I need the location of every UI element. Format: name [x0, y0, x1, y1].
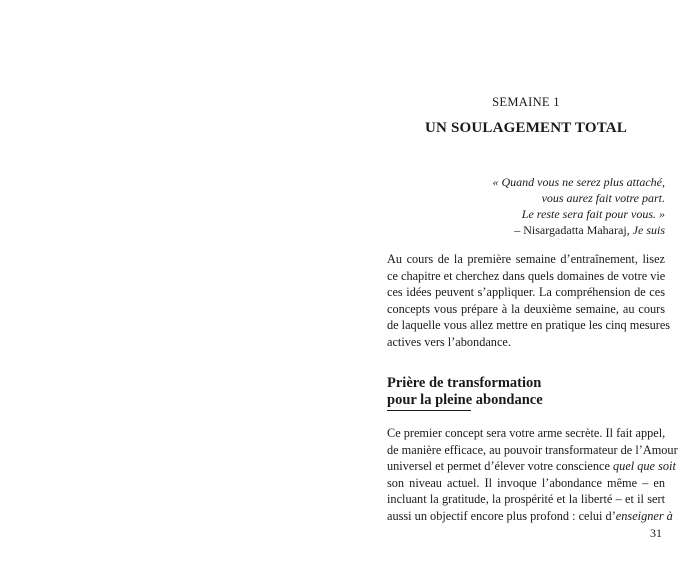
epigraph: [365, 174, 665, 238]
attribution-author: – Nisargadatta Maharaj,: [514, 223, 633, 237]
text-line: [387, 508, 673, 525]
section-heading-line: Prière de transformation: [387, 375, 542, 391]
chapter-title: UN SOULAGEMENT TOTAL: [424, 120, 628, 136]
body-paragraph: [387, 425, 678, 525]
epigraph-line: Le reste sera fait pour vous. »: [521, 207, 665, 221]
text-run: aussi un objectif encore plus profond : celui d’: [387, 508, 616, 523]
text-line: incluant la gratitude, la prospérité et la liberté – et il sert: [387, 492, 665, 507]
text-line: son niveau actuel. Il invoque l’abondance même – en: [387, 475, 665, 490]
emphasis: enseigner à: [615, 508, 673, 523]
text-line: Au cours de la première semaine d’entraînement, lisez: [387, 252, 665, 266]
page-number: 31: [650, 526, 662, 540]
text-line: de laquelle vous allez mettre en pratique les cinq mesures: [387, 318, 671, 333]
week-label: SEMAINE 1: [492, 95, 560, 109]
emphasis: quel que soit: [613, 459, 676, 474]
text-line: Ce premier concept sera votre arme secrète. Il fait appel,: [387, 426, 666, 440]
text-run: universel et permet d’élever votre conscience: [387, 459, 614, 474]
epigraph-line: « Quand vous ne serez plus attaché,: [492, 175, 665, 189]
attribution-work: Je suis: [632, 223, 665, 237]
section-heading-line: pour la pleine abondance: [387, 392, 543, 408]
intro-paragraph: [387, 251, 671, 351]
section-underline: [387, 410, 471, 411]
text-line: [387, 458, 676, 475]
text-line: concepts vous prépare à la deuxième semaine, au cours: [387, 301, 665, 316]
text-line: ces idées peuvent s’appliquer. La compréhension de ces: [387, 285, 665, 300]
section-heading: [387, 375, 665, 409]
text-line: actives vers l’abondance.: [387, 334, 511, 349]
text-line: de manière efficace, au pouvoir transformateur de l’Amour: [387, 442, 678, 457]
epigraph-attribution: [365, 222, 665, 238]
text-line: ce chapitre et cherchez dans quels domaines de votre vie: [387, 268, 666, 283]
epigraph-line: vous aurez fait votre part.: [541, 191, 665, 205]
